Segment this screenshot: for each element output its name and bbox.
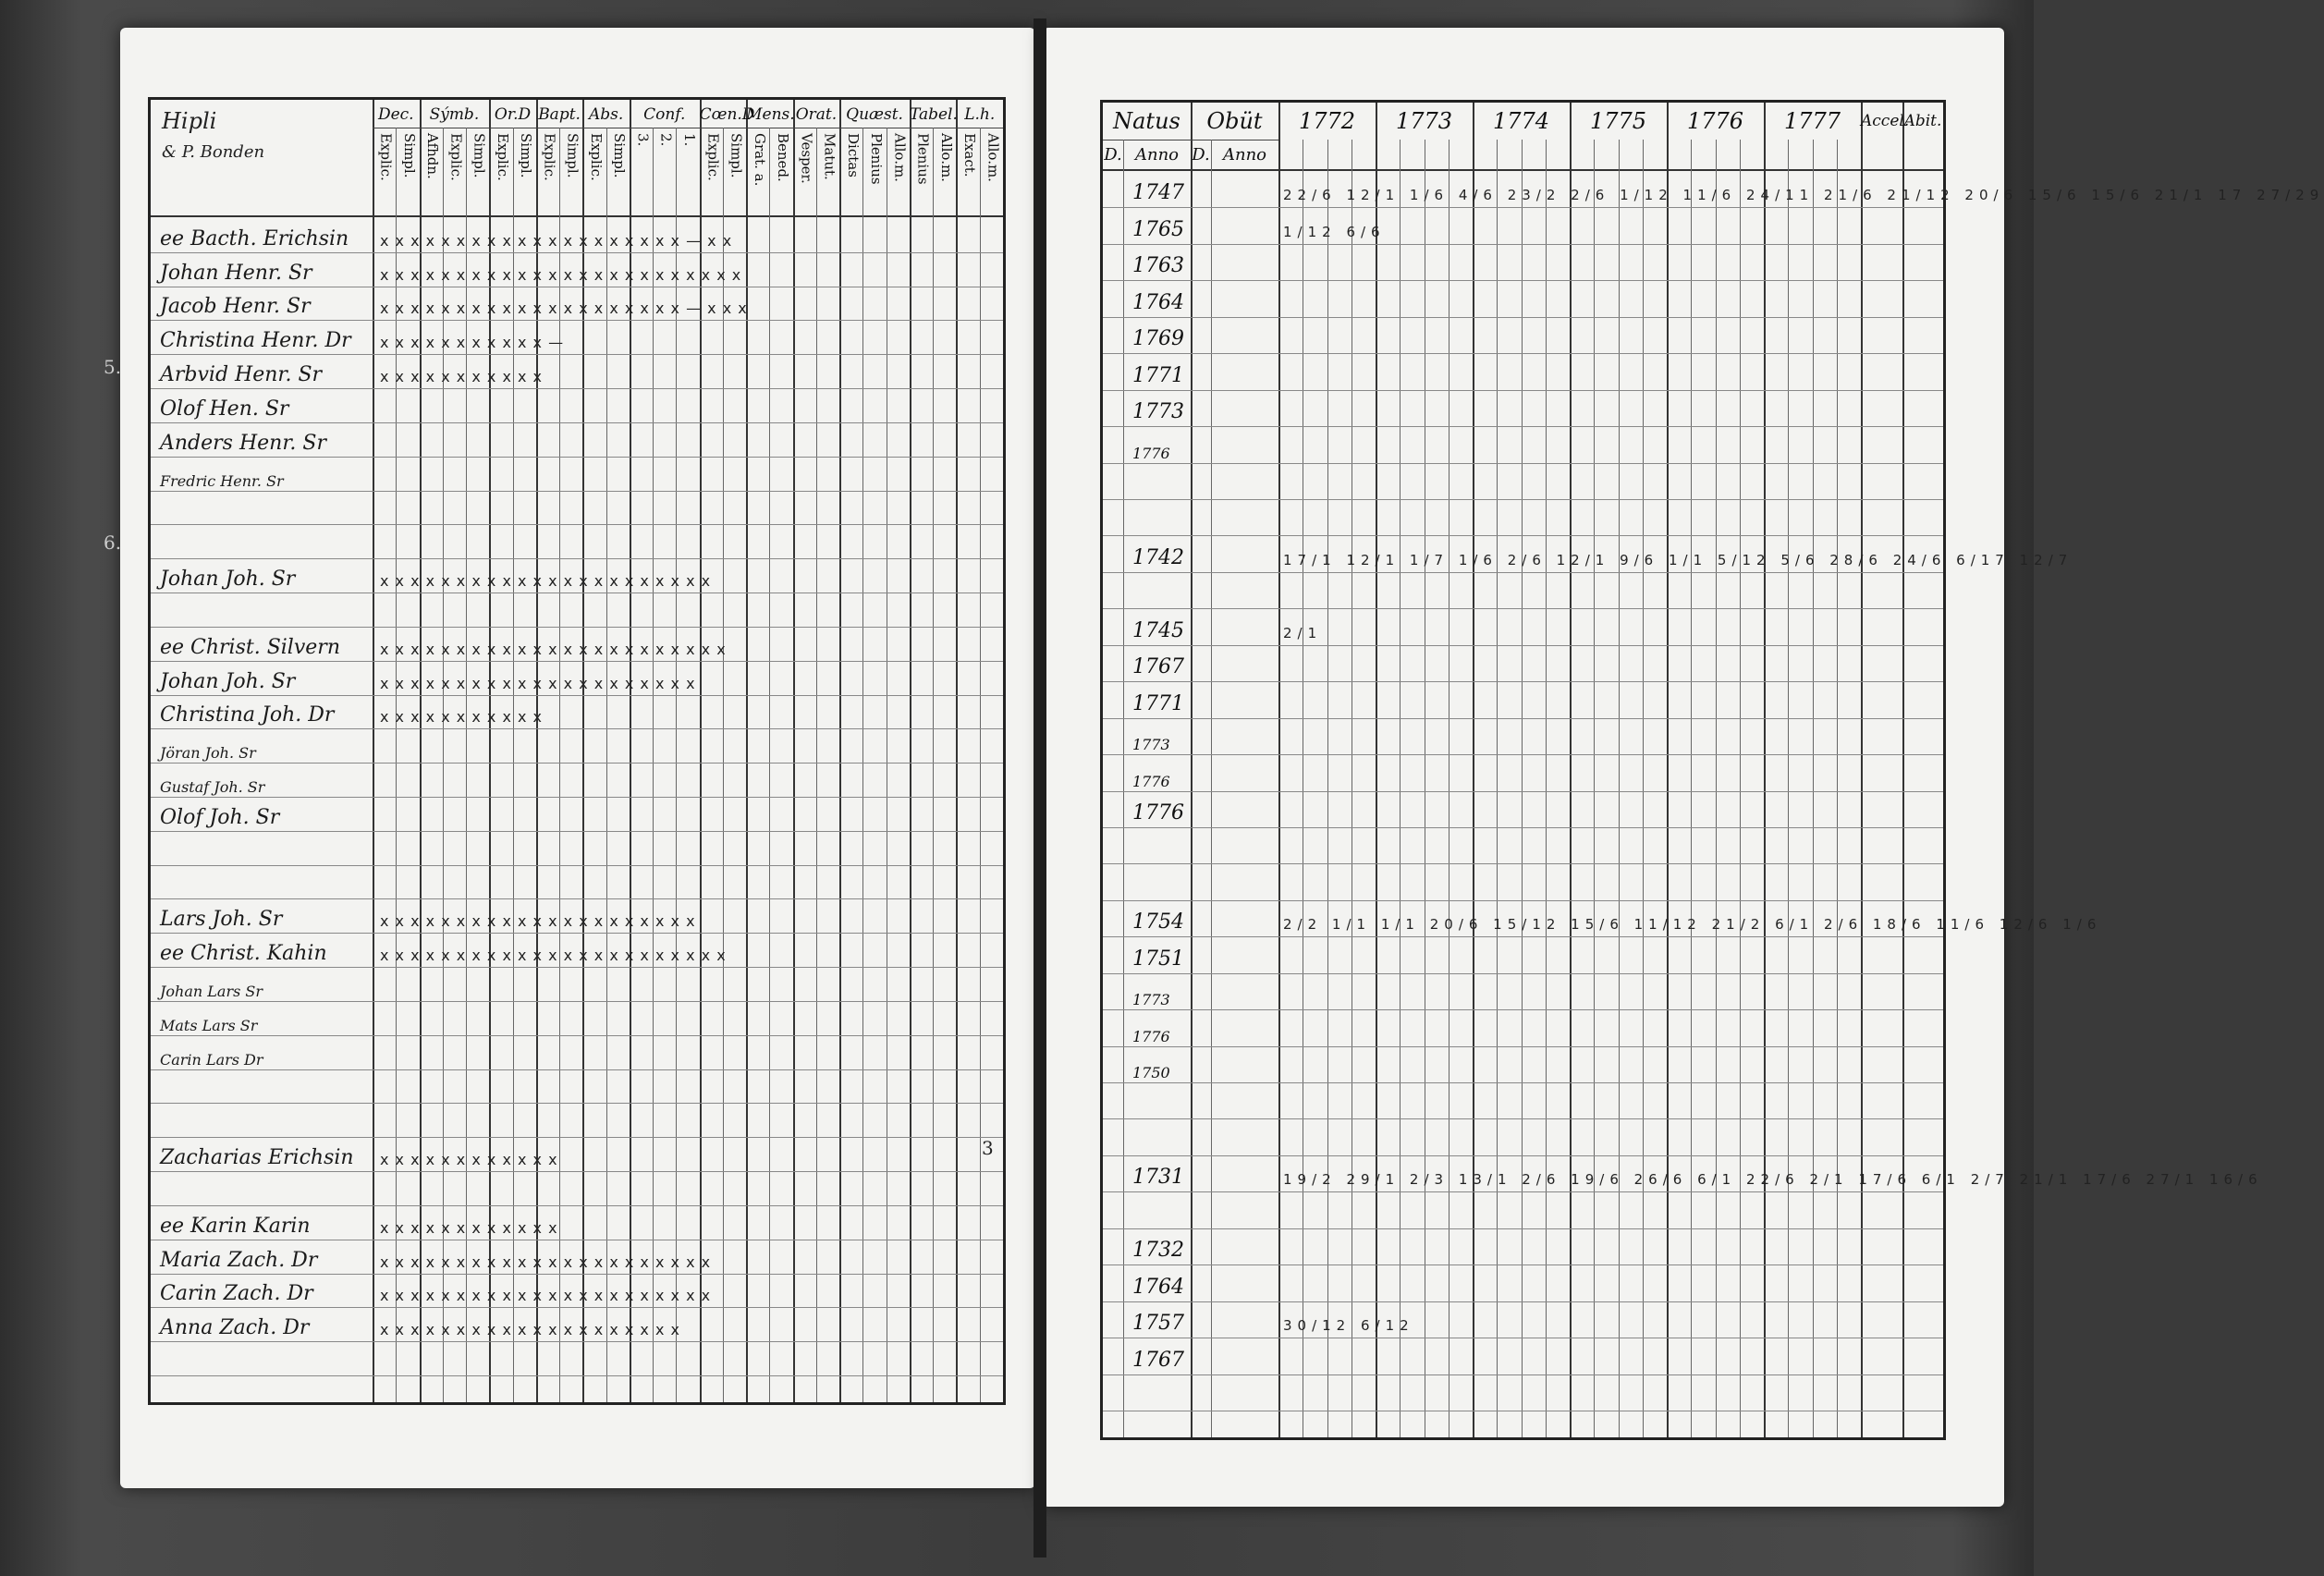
sub-divider-9-1 — [862, 128, 863, 1402]
birth-year-6: 1773 — [1132, 400, 1184, 424]
exam-marks-32: x x x x x x x x x x x x x x x x x x x x — [380, 1321, 681, 1339]
register-sub-divider-1 — [1211, 140, 1212, 1437]
birth-year-31: 1757 — [1132, 1312, 1184, 1336]
birth-year-32: 1767 — [1132, 1348, 1184, 1372]
year-subdivider-4-2 — [1522, 140, 1523, 1437]
register-sub-1-1: Anno — [1222, 145, 1267, 165]
name-column-divider — [373, 100, 374, 1402]
column-sub-1-1: Explic. — [447, 133, 465, 181]
birth-year-10: 1742 — [1132, 545, 1184, 569]
sub-divider-8-1 — [816, 128, 817, 1402]
person-name-1: Johan Henr. Sr — [160, 261, 312, 285]
exam-marks-29: x x x x x x x x x x x x — [380, 1218, 558, 1237]
sub-divider-1-2 — [466, 128, 467, 1402]
exam-marks-27: x x x x x x x x x x x x — [380, 1151, 558, 1169]
row-line-25 — [151, 1103, 1003, 1104]
year-subdivider-5-1 — [1594, 140, 1595, 1437]
column-sub-9-1: Plenius — [868, 133, 886, 185]
year-subdivider-2-2 — [1327, 140, 1328, 1437]
person-name-22: Johan Lars Sr — [160, 982, 263, 1000]
birth-year-29: 1732 — [1132, 1239, 1184, 1263]
person-name-14: Christina Joh. Dr — [160, 703, 335, 727]
column-sub-4-0: Explic. — [587, 133, 605, 181]
register-row-line-25 — [1103, 1118, 1943, 1119]
row-line-17 — [151, 831, 1003, 832]
birth-year-4: 1769 — [1132, 327, 1184, 351]
column-divider-9 — [910, 100, 911, 1402]
register-row-line-26 — [1103, 1155, 1943, 1156]
column-sub-6-0: Explic. — [704, 133, 722, 181]
exam-marks-4: x x x x x x x x x x x — [380, 368, 544, 386]
person-name-24: Carin Lars Dr — [160, 1050, 263, 1069]
column-divider-7 — [793, 100, 795, 1402]
register-divider-5 — [1667, 103, 1669, 1437]
row-line-2 — [151, 320, 1003, 321]
row-line-30 — [151, 1274, 1003, 1275]
register-group-1: Obüt — [1206, 108, 1263, 134]
sub-divider-0-1 — [396, 128, 397, 1402]
column-sub-1-2: Simpl. — [471, 133, 488, 178]
column-divider-10 — [956, 100, 958, 1402]
person-name-30: Maria Zach. Dr — [160, 1248, 318, 1272]
register-row-line-14 — [1103, 718, 1943, 719]
row-line-21 — [151, 967, 1003, 968]
row-line-16 — [151, 797, 1003, 798]
year-subdivider-4-1 — [1497, 140, 1498, 1437]
register-divider-3 — [1473, 103, 1474, 1437]
register-divider-7 — [1861, 103, 1863, 1437]
register-row-line-30 — [1103, 1301, 1943, 1302]
register-row-line-13 — [1103, 681, 1943, 682]
year-subdivider-3-1 — [1400, 140, 1401, 1437]
person-name-21: ee Christ. Kahin — [160, 942, 327, 966]
margin-number-2: 3 — [982, 1137, 994, 1159]
row-line-31 — [151, 1307, 1003, 1308]
catechism-table — [148, 97, 1006, 1405]
column-group-2: Or.D — [494, 105, 532, 124]
birth-year-23: 1776 — [1132, 1027, 1170, 1045]
exam-marks-30: x x x x x x x x x x x x x x x x x x x x x x — [380, 1252, 712, 1271]
year-subdivider-4-3 — [1546, 140, 1547, 1437]
person-name-23: Mats Lars Sr — [160, 1016, 258, 1034]
sub-divider-6-1 — [723, 128, 724, 1402]
register-marks-10: 17/1 12/1 1/7 1/6 2/6 12/1 9/6 1/1 5/12 5/6 28/6 24/6 6/17 12/7 — [1283, 551, 2073, 568]
register-group-3: 1773 — [1395, 108, 1453, 134]
year-subdivider-7-2 — [1813, 140, 1814, 1437]
row-line-27 — [151, 1171, 1003, 1172]
sub-divider-10-1 — [933, 128, 934, 1402]
register-row-line-5 — [1103, 390, 1943, 391]
register-marks-0: 22/6 12/1 1/6 4/6 23/2 2/6 1/12 11/6 24/11 21/6 21/12 20/6 15/6 15/6 21/1 17 27/29 — [1283, 187, 2324, 204]
register-group-7: 1777 — [1783, 108, 1841, 134]
row-line-15 — [151, 763, 1003, 764]
register-divider-4 — [1570, 103, 1572, 1437]
register-row-line-16 — [1103, 791, 1943, 792]
register-sub-0-0: D. — [1104, 145, 1122, 165]
register-group-2: 1772 — [1298, 108, 1356, 134]
register-marks-20: 2/2 1/1 1/1 20/6 15/12 15/6 11/12 21/2 6/1 2/6 18/6 11/6 12/6 1/6 — [1283, 916, 2102, 934]
column-divider-0 — [420, 100, 422, 1402]
row-line-23 — [151, 1035, 1003, 1036]
column-divider-4 — [630, 100, 631, 1402]
register-sub-divider-0 — [1123, 140, 1124, 1437]
birth-year-30: 1764 — [1132, 1275, 1184, 1299]
column-sub-5-0: 3. — [634, 133, 652, 147]
column-group-9: Quæst. — [846, 105, 903, 124]
row-line-33 — [151, 1375, 1003, 1376]
register-row-line-20 — [1103, 936, 1943, 937]
register-sub-0-1: Anno — [1134, 145, 1180, 165]
register-row-line-9 — [1103, 535, 1943, 536]
row-line-19 — [151, 898, 1003, 899]
register-row-line-10 — [1103, 572, 1943, 573]
exam-marks-21: x x x x x x x x x x x x x x x x x x x x x x x — [380, 947, 727, 965]
register-row-line-12 — [1103, 645, 1943, 646]
book-gutter — [1034, 18, 1046, 1558]
exam-marks-2: x x x x x x x x x x x x x x x x x x x x — x x x — [380, 299, 748, 318]
register-divider-0 — [1191, 103, 1193, 1437]
column-divider-6 — [746, 100, 748, 1402]
row-line-11 — [151, 627, 1003, 628]
register-header-divider — [1103, 169, 1943, 171]
birth-year-16: 1776 — [1132, 772, 1170, 790]
birth-year-1: 1765 — [1132, 217, 1184, 241]
row-line-22 — [151, 1001, 1003, 1002]
person-name-20: Lars Joh. Sr — [160, 908, 283, 932]
column-group-11: L.h. — [964, 105, 996, 124]
margin-number-0: 5. — [104, 356, 122, 378]
register-divider-2 — [1376, 103, 1377, 1437]
column-sub-10-0: Plenius — [914, 133, 932, 185]
register-marks-31: 30/12 6/12 — [1283, 1317, 1414, 1335]
column-sub-4-1: Simpl. — [611, 133, 629, 178]
column-sub-8-1: Matut. — [821, 133, 838, 180]
year-subdivider-5-2 — [1619, 140, 1620, 1437]
birth-year-22: 1773 — [1132, 991, 1170, 1009]
row-line-8 — [151, 524, 1003, 525]
person-name-2: Jacob Henr. Sr — [160, 295, 311, 319]
birth-year-24: 1750 — [1132, 1064, 1170, 1082]
exam-marks-3: x x x x x x x x x x x — — [380, 334, 565, 352]
row-line-3 — [151, 354, 1003, 355]
register-row-line-22 — [1103, 1009, 1943, 1010]
person-name-17: Olof Joh. Sr — [160, 805, 280, 829]
register-group-9: Abit. — [1903, 112, 1942, 130]
year-subdivider-6-3 — [1740, 140, 1741, 1437]
exam-marks-10: x x x x x x x x x x x x x x x x x x x x x x — [380, 572, 712, 591]
register-row-line-7 — [1103, 463, 1943, 464]
person-name-7: Fredric Henr. Sr — [160, 471, 284, 490]
row-line-14 — [151, 728, 1003, 729]
column-sub-11-0: Exact. — [961, 133, 979, 177]
register-row-line-15 — [1103, 754, 1943, 755]
register-row-line-21 — [1103, 973, 1943, 974]
sub-divider-11-1 — [980, 128, 981, 1402]
birth-year-12: 1745 — [1132, 618, 1184, 642]
person-name-32: Anna Zach. Dr — [160, 1316, 310, 1340]
birth-year-5: 1771 — [1132, 363, 1184, 387]
birth-year-20: 1754 — [1132, 910, 1184, 935]
person-name-6: Anders Henr. Sr — [160, 431, 327, 455]
column-divider-1 — [489, 100, 491, 1402]
column-divider-8 — [839, 100, 841, 1402]
birth-year-7: 1776 — [1132, 444, 1170, 462]
column-sub-7-0: Grat. a. — [751, 133, 768, 187]
register-divider-8 — [1902, 103, 1904, 1437]
person-name-13: Johan Joh. Sr — [160, 669, 296, 693]
row-line-24 — [151, 1069, 1003, 1070]
column-sub-3-0: Explic. — [541, 133, 558, 181]
column-sub-2-1: Simpl. — [518, 133, 535, 178]
register-table — [1100, 100, 2324, 1440]
register-row-line-27 — [1103, 1191, 1943, 1192]
year-subdivider-6-1 — [1691, 140, 1692, 1437]
person-name-29: ee Karin Karin — [160, 1214, 311, 1238]
register-row-line-23 — [1103, 1046, 1943, 1047]
column-sub-0-0: Explic. — [377, 133, 395, 181]
birth-year-15: 1773 — [1132, 736, 1170, 754]
birth-year-17: 1776 — [1132, 800, 1184, 825]
register-row-line-28 — [1103, 1228, 1943, 1229]
sub-divider-4-1 — [606, 128, 607, 1402]
column-divider-2 — [536, 100, 538, 1402]
column-sub-9-2: Allo.m. — [891, 133, 909, 182]
column-sub-9-0: Dictas — [844, 133, 862, 177]
exam-marks-0: x x x x x x x x x x x x x x x x x x x x — x x — [380, 231, 733, 250]
column-sub-10-1: Allo.m. — [937, 133, 955, 182]
column-sub-3-1: Simpl. — [564, 133, 581, 178]
column-sub-1-0: Afhdn. — [424, 133, 442, 179]
person-name-16: Gustaf Joh. Sr — [160, 778, 265, 796]
person-name-15: Jöran Joh. Sr — [160, 744, 256, 763]
register-row-line-29 — [1103, 1264, 1943, 1265]
birth-year-0: 1747 — [1132, 181, 1184, 205]
column-sub-6-1: Simpl. — [728, 133, 745, 178]
person-name-27: Zacharias Erichsin — [160, 1146, 354, 1170]
sub-divider-2-1 — [513, 128, 514, 1402]
register-divider-1 — [1278, 103, 1280, 1437]
sub-divider-5-1 — [653, 128, 654, 1402]
person-name-10: Johan Joh. Sr — [160, 568, 296, 592]
person-name-0: ee Bacth. Erichsin — [160, 226, 349, 250]
column-group-5: Conf. — [643, 105, 686, 124]
sub-divider-7-1 — [769, 128, 770, 1402]
register-row-line-6 — [1103, 426, 1943, 427]
exam-marks-20: x x x x x x x x x x x x x x x x x x x x x — [380, 912, 696, 931]
birth-year-3: 1764 — [1132, 290, 1184, 314]
birth-year-14: 1771 — [1132, 691, 1184, 715]
register-marks-1: 1/12 6/6 — [1283, 223, 1386, 240]
sub-divider-1-1 — [443, 128, 444, 1402]
register-row-line-11 — [1103, 608, 1943, 609]
row-line-26 — [151, 1137, 1003, 1138]
row-line-6 — [151, 457, 1003, 458]
exam-marks-12: x x x x x x x x x x x x x x x x x x x x x x x — [380, 640, 727, 658]
register-row-line-24 — [1103, 1082, 1943, 1083]
register-row-line-4 — [1103, 353, 1943, 354]
column-group-7: Mens. — [746, 105, 795, 124]
person-name-31: Carin Zach. Dr — [160, 1282, 313, 1306]
person-name-3: Christina Henr. Dr — [160, 329, 351, 353]
column-sub-5-1: 2. — [657, 133, 675, 147]
register-row-line-18 — [1103, 863, 1943, 864]
register-marks-12: 2/1 — [1283, 624, 1323, 641]
register-row-line-3 — [1103, 317, 1943, 318]
row-line-4 — [151, 388, 1003, 389]
person-name-12: ee Christ. Silvern — [160, 635, 340, 659]
sub-divider-5-2 — [676, 128, 677, 1402]
year-subdivider-7-3 — [1837, 140, 1838, 1437]
exam-marks-1: x x x x x x x x x x x x x x x x x x x x x x x x — [380, 265, 742, 284]
row-line-7 — [151, 491, 1003, 492]
column-sub-2-0: Explic. — [494, 133, 511, 181]
exam-marks-31: x x x x x x x x x x x x x x x x x x x x x x — [380, 1287, 712, 1305]
register-sub-1-0: D. — [1192, 145, 1210, 165]
birth-year-2: 1763 — [1132, 254, 1184, 278]
birth-year-27: 1731 — [1132, 1166, 1184, 1190]
birth-year-21: 1751 — [1132, 947, 1184, 971]
row-line-18 — [151, 865, 1003, 866]
birth-year-13: 1767 — [1132, 655, 1184, 679]
register-row-line-17 — [1103, 827, 1943, 828]
register-group-4: 1774 — [1492, 108, 1550, 134]
column-sub-8-0: Vesper. — [798, 133, 815, 184]
header-divider — [151, 215, 1003, 217]
year-subdivider-7-1 — [1788, 140, 1789, 1437]
column-group-1: Sýmb. — [429, 105, 480, 124]
row-line-0 — [151, 252, 1003, 253]
column-group-3: Bapt. — [538, 105, 581, 124]
name-column-subheader: & P. Bonden — [162, 142, 265, 162]
row-line-9 — [151, 558, 1003, 559]
register-row-line-19 — [1103, 900, 1943, 901]
name-column-header: Hipli — [162, 108, 217, 134]
register-row-line-0 — [1103, 207, 1943, 208]
column-group-6: Cœn.D — [699, 105, 755, 124]
row-line-28 — [151, 1205, 1003, 1206]
column-divider-3 — [582, 100, 584, 1402]
exam-marks-14: x x x x x x x x x x x — [380, 708, 544, 727]
column-group-4: Abs. — [588, 105, 624, 124]
register-marks-27: 19/2 29/1 2/3 13/1 2/6 19/6 26/6 6/1 22/6 2/1 17/6 6/1 2/7 21/1 17/6 27/1 16/6 — [1283, 1171, 2263, 1189]
register-group-6: 1776 — [1686, 108, 1744, 134]
row-line-13 — [151, 695, 1003, 696]
row-line-20 — [151, 933, 1003, 934]
sub-divider-3-1 — [559, 128, 560, 1402]
register-group-0: Natus — [1113, 108, 1180, 134]
row-line-5 — [151, 422, 1003, 423]
column-group-0: Dec. — [377, 105, 414, 124]
column-sub-5-2: 1. — [681, 133, 698, 147]
person-name-5: Olof Hen. Sr — [160, 397, 289, 421]
register-group-8: Accel. — [1861, 112, 1910, 130]
column-sub-0-1: Simpl. — [400, 133, 418, 178]
column-group-10: Tabel. — [909, 105, 958, 124]
person-name-4: Arbvid Henr. Sr — [160, 363, 323, 387]
column-sub-11-1: Allo.m. — [985, 133, 1002, 182]
register-row-line-2 — [1103, 280, 1943, 281]
column-divider-5 — [700, 100, 702, 1402]
year-subdivider-6-2 — [1716, 140, 1717, 1437]
column-sub-7-1: Bened. — [775, 133, 792, 182]
column-group-8: Orat. — [795, 105, 838, 124]
row-line-12 — [151, 661, 1003, 662]
register-row-line-1 — [1103, 244, 1943, 245]
year-subdivider-5-3 — [1643, 140, 1644, 1437]
register-row-line-8 — [1103, 499, 1943, 500]
register-row-line-32 — [1103, 1374, 1943, 1375]
row-line-32 — [151, 1341, 1003, 1342]
exam-marks-13: x x x x x x x x x x x x x x x x x x x x x — [380, 674, 696, 692]
margin-number-1: 6. — [104, 531, 122, 554]
register-divider-6 — [1764, 103, 1766, 1437]
register-group-5: 1775 — [1589, 108, 1647, 134]
